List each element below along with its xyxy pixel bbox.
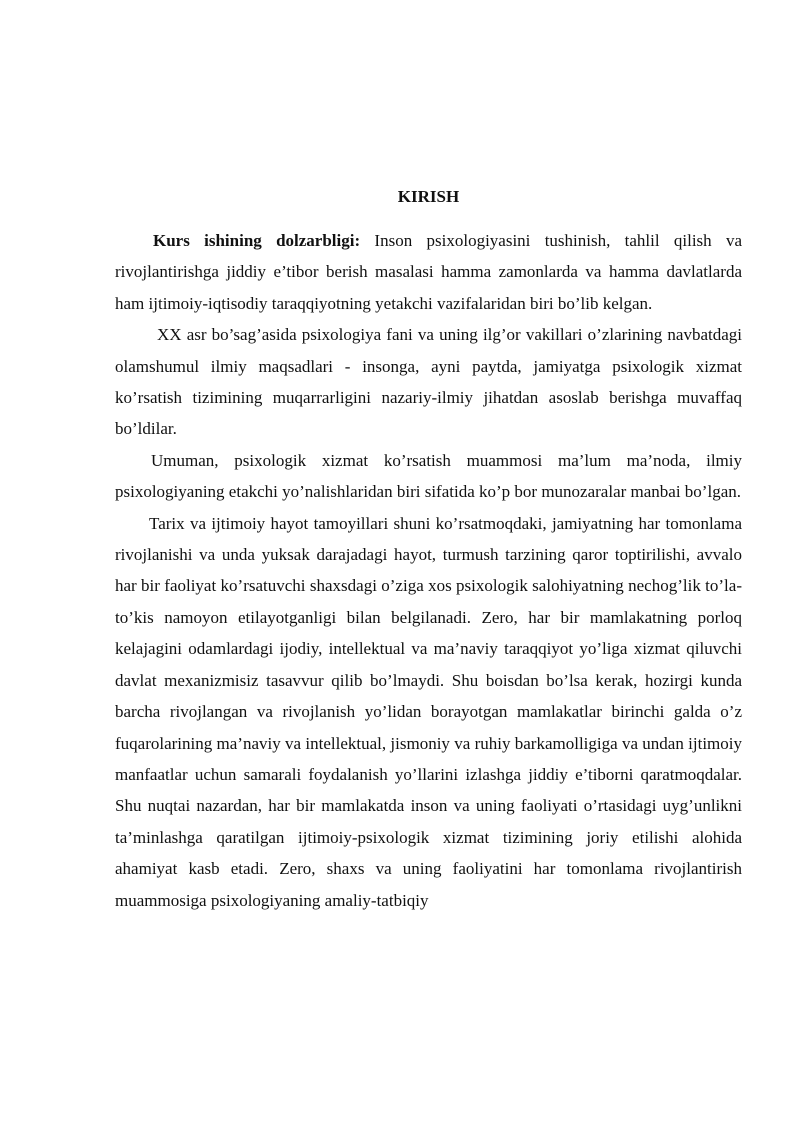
paragraph-text: XX asr bo’sag’asida psixologiya fani va uning ilg’or vakillari o’zlarining navbatdagi olamshumul ilmiy maqsadlari - insonga, ayni paytda, jamiyatga psixologik xizmat ko’rsatish tizimining muqarrarligini nazariy-ilmiy jihatdan asoslab berishga muvaffaq bo’ldilar. (115, 325, 742, 439)
document-page (115, 183, 742, 916)
paragraph-lead: Kurs ishining dolzarbligi: (153, 231, 361, 250)
paragraph-psychological-service (115, 445, 742, 508)
paragraph-text: Umuman, psixologik xizmat ko’rsatish muammosi ma’lum ma’noda, ilmiy psixologiyaning etakchi yo’nalishlaridan biri sifatida ko’p bor munozaralar manbai bo’lgan. (115, 450, 742, 502)
section-heading: KIRISH (397, 187, 460, 206)
paragraph-xx-century (115, 319, 742, 445)
paragraph-text: Inson psixologiyasini tushinish, tahlil qilish va rivojlantirishga jiddiy e’tibor berish masalasi hamma zamonlarda va hamma davlatlarda ham ijtimoiy-iqtisodiy taraqqiyotning yetakchi vazifalaridan biri bo’lib kelgan. (115, 231, 742, 313)
paragraph-text: Tarix va ijtimoiy hayot tamoyillari shuni ko’rsatmoqdaki, jamiyatning har tomonlama rivojlanishi va unda yuksak darajadagi hayot, turmush tarzining qaror toptirilishi, avvalo har bir faoliyat ko’rsatuvchi shaxsdagi o’ziga xos psixologik salohiyatning nechog’lik to’la-to’kis namoyon etilayotganligi bilan belgilanadi. Zero, har bir mamlakatning porloq kelajagini odamlardagi ijodiy, intellektual va ma’naviy taraqqiyot yo’liga xizmat qiluvchi davlat mexanizmisiz tasavvur qilib bo’lmaydi. Shu boisdan bo’lsa kerak, hozirgi kunda barcha rivojlangan va rivojlanish yo’lidan borayotgan mamlakatlar birinchi galda o’z fuqarolarining ma’naviy va intellektual, jismoniy va ruhiy barkamolligiga va undan ijtimoiy manfaatlar uchun samarali foydalanish yo’llarini izlashga jiddiy e’tiborni qaratmoqdalar. Shu nuqtai nazardan, har bir mamlakatda inson va uning faoliyati o’rtasidagi uyg’unlikni ta’minlashga qaratilgan ijtimoiy-psixologik xizmat tizimining joriy etilishi alohida ahamiyat kasb etadi. Zero, shaxs va uning faoliyatini har tomonlama rivojlantirish muammosiga psixologiyaning amaliy-tatbiqiy (115, 513, 742, 910)
paragraph-history-society (115, 508, 742, 916)
paragraph-relevance (115, 225, 742, 319)
